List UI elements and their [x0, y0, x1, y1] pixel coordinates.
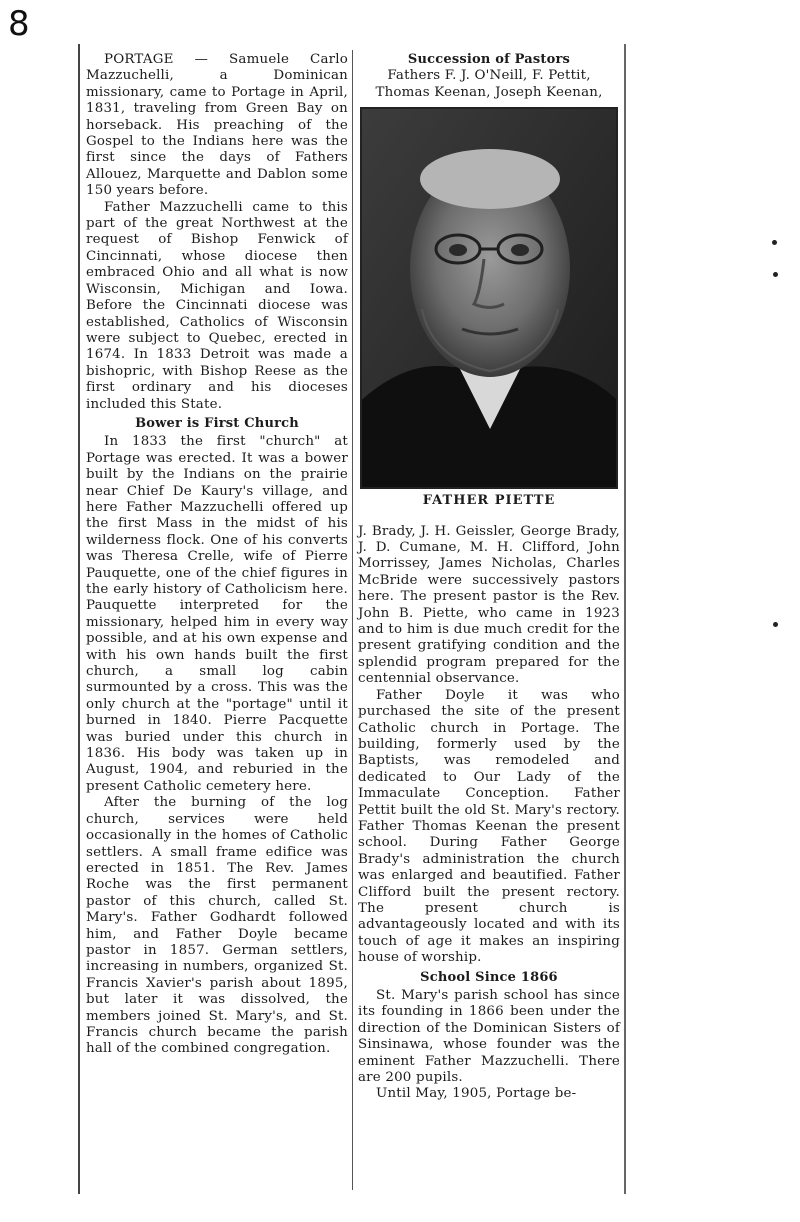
section-subheading: Bower is First Church	[135, 415, 299, 431]
page-number: 8	[8, 4, 30, 44]
section-subheading: Succession of Pastors	[407, 52, 571, 67]
article-paragraph: J. Brady, J. H. Geissler, George Brady, J. D. Cumane, M. H. Clifford, John Morrissey, James Nicholas, Charles McBride were successively pastors here. The present pastor is the Rev. John B. Piette, who came in 1923 and to him is due much credit for the present gratifying condition and the splendid program prepared for the centennial observance.	[358, 523, 620, 687]
photo-caption: FATHER PIETTE	[422, 493, 556, 509]
margin-dot	[773, 272, 778, 277]
article-paragraph: Until May, 1905, Portage be-	[376, 1086, 577, 1102]
section-subheading: School Since 1866	[420, 969, 558, 985]
article-paragraph: PORTAGE — Samuele Carlo Mazzuchelli, a Dominican missionary, came to Portage in April, 1831, traveling from Green Bay on horseback. His preaching of the Gospel to the Indians here was the first since the days of Fathers Allouez, Marquette and Dablon some 150 years before.	[86, 52, 348, 199]
column-rule	[352, 50, 353, 1190]
article-paragraph: Father Doyle it was who purchased the site of the present Catholic church in Portage. The building, formerly used by the Baptists, was remodeled and dedicated to Our Lady of the Immaculate Conception. Father Pettit built the old St. Mary's rectory. Father Thomas Keenan the present school. During Father George Brady's administration the church was enlarged and beautified. Father Clifford built the present rectory. The present church is advantageously located and with its touch of age it makes an inspiring house of worship.	[358, 687, 620, 966]
clipping-right-edge	[624, 44, 626, 1194]
portrait-photo	[360, 107, 618, 489]
article-paragraph: In 1833 the first "church" at Portage was erected. It was a bower built by the Indians on the prairie near Chief De Kaury's village, and here Father Mazzuchelli offered up the first Mass in the midst of his wilderness flock. One of his converts was Theresa Crelle, wife of Pierre Pauquette, one of the chief figures in the early history of Catholicism here. Pauquette interpreted for the missionary, helped him in every way possible, and at his own expense and with his own hands built the first church, a small log cabin surmounted by a cross. This was the only church at the "portage" until it burned in 1840. Pierre Pacquette was buried under this church in 1836. His body was taken up in August, 1904, and reburied in the present Catholic cemetery here.	[86, 434, 348, 794]
clipping-left-edge	[78, 44, 80, 1194]
article-paragraph: Father Mazzuchelli came to this part of the great Northwest at the request of Bishop Fenwick of Cincinnati, whose diocese then embraced Ohio and all what is now Wisconsin, Michigan and Iowa. Before the Cincinnati diocese was established, Catholics of Wisconsin were subject to Quebec, erected in 1674. In 1833 Detroit was made a bishopric, with Bishop Reese as the first ordinary and his dioceses included this State.	[86, 199, 348, 412]
left-column	[86, 52, 348, 1058]
portrait-image	[362, 109, 616, 487]
margin-dot	[773, 622, 778, 627]
pastor-names-lead: Fathers F. J. O'Neill, F. Pettit, Thomas Keenan, Joseph Keenan,	[375, 68, 603, 100]
right-column	[358, 52, 620, 1103]
article-paragraph: After the burning of the log church, services were held occasionally in the homes of Catholic settlers. A small frame edifice was erected in 1851. The Rev. James Roche was the first permanent pastor of this church, called St. Mary's. Father Godhardt followed him, and Father Doyle became pastor in 1857. German settlers, increasing in numbers, organized St. Francis Xavier's parish about 1895, but later it was dissolved, the members joined St. Mary's, and St. Francis church became the parish hall of the combined congregation.	[86, 795, 348, 1057]
margin-dot	[772, 240, 777, 245]
article-paragraph: St. Mary's parish school has since its founding in 1866 been under the direction of the Dominican Sisters of Sinsinawa, whose founder was the eminent Father Mazzuchelli. There are 200 pupils.	[358, 988, 620, 1086]
